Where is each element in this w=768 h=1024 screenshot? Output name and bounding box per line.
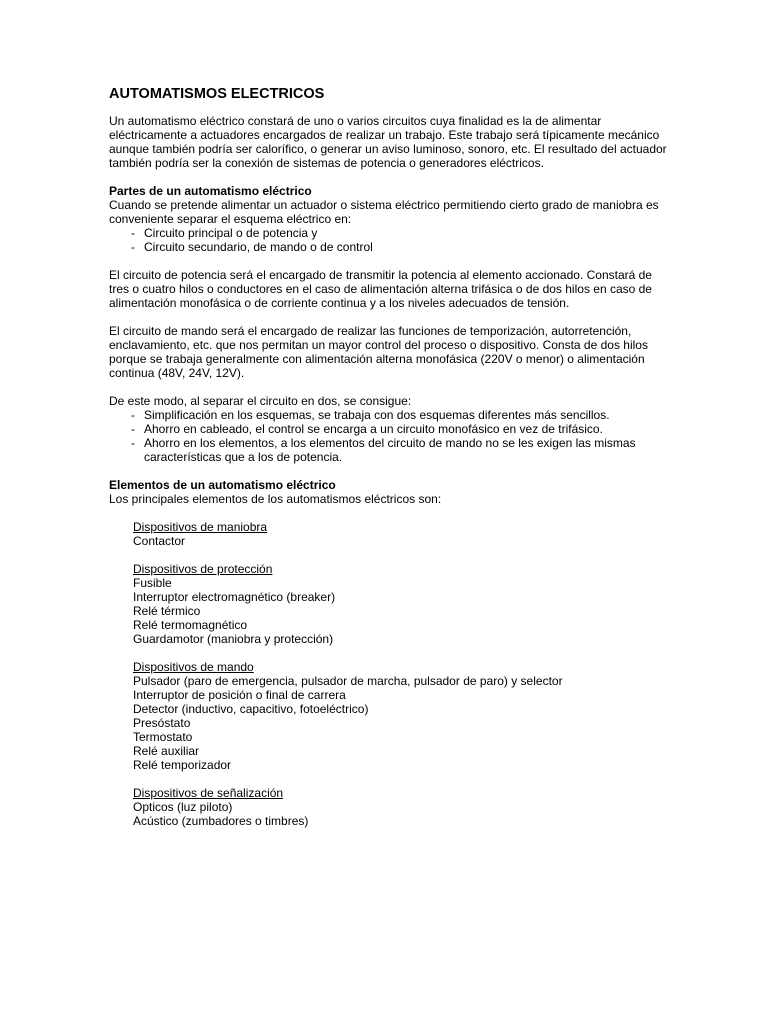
list-item: Acústico (zumbadores o timbres) — [133, 814, 309, 828]
list-item: Opticos (luz piloto) — [133, 800, 233, 814]
list-item: Guardamotor (maniobra y protección) — [133, 632, 334, 646]
intro-paragraph: Un automatismo eléctrico constará de uno o varios circuitos cuya finalidad es la de alimentar eléctricamente a actuadores encargados de realizar un trabajo. Este trabajo será típicamente mecánico aunque también podría ser calorífico, o generar un aviso luminoso, sonoro, etc. El resultado del actuador también podría ser la conexión de sistemas de potencia o generadores eléctricos. — [109, 114, 667, 170]
list-item: Pulsador (paro de emergencia, pulsador de marcha, pulsador de paro) y selector — [133, 674, 563, 688]
list-item: Relé térmico — [133, 604, 201, 618]
group-mando — [133, 660, 668, 772]
partes-heading: Partes de un automatismo eléctrico — [109, 184, 312, 198]
elementos-heading: Elementos de un automatismo eléctrico — [109, 478, 336, 492]
consigue-list — [109, 408, 668, 464]
list-item: Fusible — [133, 576, 172, 590]
list-item: Relé temporizador — [133, 758, 232, 772]
list-item: - Circuito secundario, de mando o de control — [131, 240, 668, 254]
list-item: Termostato — [133, 730, 193, 744]
group-proteccion — [133, 562, 668, 646]
list-item: - Circuito principal o de potencia y — [131, 226, 668, 240]
elementos-groups — [109, 520, 668, 828]
list-item: Relé auxiliar — [133, 744, 200, 758]
list-item: Presóstato — [133, 716, 191, 730]
consigue-lead: De este modo, al separar el circuito en dos, se consigue: — [109, 394, 412, 408]
potencia-paragraph: El circuito de potencia será el encargado de transmitir la potencia al elemento accionado. Constará de tres o cuatro hilos o conductores en el caso de alimentación alterna trifásica o de dos hilos en caso de alimentación monofásica o de corriente continua y a los niveles adecuados de tensión. — [109, 268, 652, 310]
mando-paragraph: El circuito de mando será el encargado de realizar las funciones de temporización, autorretención, enclavamiento, etc. que nos permitan un mayor control del proceso o dispositivo. Consta de dos hilos porque se trabaja generalmente con alimentación alterna monofásica (220V o menor) o alimentación continua (48V, 24V, 12V). — [109, 324, 648, 380]
group-title: Dispositivos de señalización — [133, 786, 284, 800]
list-item: Contactor — [133, 534, 186, 548]
group-senalizacion — [133, 786, 668, 828]
group-title: Dispositivos de maniobra — [133, 520, 268, 534]
list-item: - Ahorro en los elementos, a los elementos del circuito de mando no se les exigen las mismas características que a los de potencia. — [131, 436, 668, 464]
group-title: Dispositivos de protección — [133, 562, 273, 576]
partes-list — [109, 226, 668, 254]
elementos-lead: Los principales elementos de los automatismos eléctricos son: — [109, 492, 442, 506]
list-item: - Simplificación en los esquemas, se trabaja con dos esquemas diferentes más sencillos. — [131, 408, 668, 422]
list-item: Detector (inductivo, capacitivo, fotoeléctrico) — [133, 702, 369, 716]
list-item: Interruptor de posición o final de carrera — [133, 688, 346, 702]
list-item: Relé termomagnético — [133, 618, 248, 632]
group-title: Dispositivos de mando — [133, 660, 254, 674]
partes-lead: Cuando se pretende alimentar un actuador o sistema eléctrico permitiendo cierto grado de maniobra es conveniente separar el esquema eléctrico en: — [109, 198, 659, 226]
list-item: Interruptor electromagnético (breaker) — [133, 590, 336, 604]
document-title: AUTOMATISMOS ELECTRICOS — [109, 86, 325, 102]
list-item: - Ahorro en cableado, el control se encarga a un circuito monofásico en vez de trifásico. — [131, 422, 668, 436]
group-maniobra — [133, 520, 668, 548]
